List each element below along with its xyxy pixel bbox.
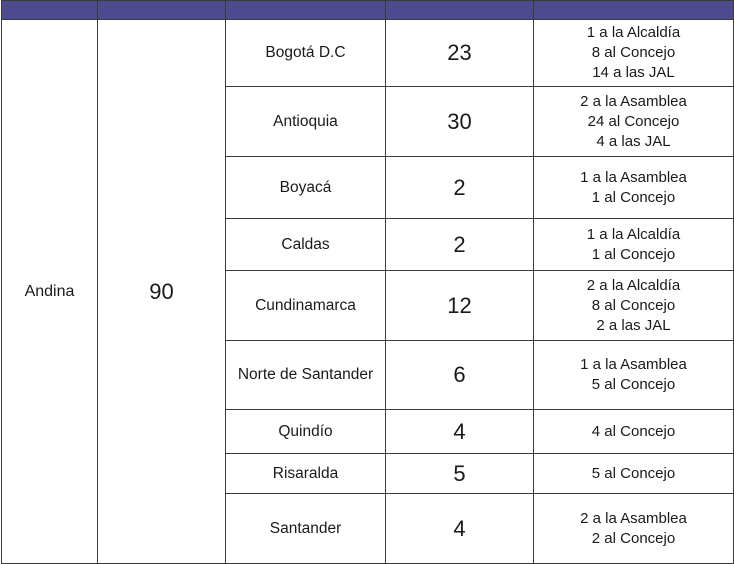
detail-line: 8 al Concejo <box>591 296 676 314</box>
count-cell: 30 <box>386 87 534 157</box>
detail-line: 4 a las JAL <box>596 132 671 150</box>
detail-line: 1 a la Alcaldía <box>586 225 681 243</box>
detail-line: 2 al Concejo <box>591 529 676 547</box>
detail-line: 2 a la Asamblea <box>580 92 687 110</box>
region-total-cell: 90 <box>98 20 226 564</box>
detail-cell <box>534 157 734 219</box>
table-row <box>2 20 734 87</box>
detail-line: 8 al Concejo <box>591 44 676 61</box>
table-body <box>2 20 734 564</box>
detail-line: 2 a las JAL <box>596 316 671 334</box>
count-cell: 2 <box>386 157 534 219</box>
count-cell: 4 <box>386 410 534 454</box>
detail-line: 24 al Concejo <box>587 112 680 130</box>
count-cell: 4 <box>386 494 534 564</box>
results-table <box>1 0 734 564</box>
header-cell <box>2 1 98 20</box>
detail-line: 1 a la Asamblea <box>580 168 687 186</box>
header-cell <box>534 1 734 20</box>
detail-cell <box>534 410 734 454</box>
table-header-row <box>2 1 734 20</box>
detail-line: 1 a la Asamblea <box>580 356 687 373</box>
department-cell: Quindío <box>226 410 386 454</box>
detail-line: 2 a la Asamblea <box>580 509 687 527</box>
department-cell: Cundinamarca <box>226 271 386 341</box>
detail-cell <box>534 341 734 410</box>
department-cell: Bogotá D.C <box>226 20 386 87</box>
department-cell: Caldas <box>226 219 386 271</box>
header-cell <box>226 1 386 20</box>
count-cell: 23 <box>386 20 534 87</box>
department-cell: Boyacá <box>226 157 386 219</box>
count-cell: 12 <box>386 271 534 341</box>
detail-line: 1 al Concejo <box>591 188 676 206</box>
department-cell: Risaralda <box>226 454 386 494</box>
detail-line: 2 a la Alcaldía <box>586 276 681 294</box>
detail-line: 14 a las JAL <box>592 64 675 81</box>
detail-cell <box>534 494 734 564</box>
department-cell: Antioquia <box>226 87 386 157</box>
department-cell: Norte de Santander <box>226 341 386 410</box>
count-cell: 2 <box>386 219 534 271</box>
count-cell: 6 <box>386 341 534 410</box>
count-cell: 5 <box>386 454 534 494</box>
header-cell <box>386 1 534 20</box>
detail-cell <box>534 271 734 341</box>
header-cell <box>98 1 226 20</box>
region-cell: Andina <box>2 20 98 564</box>
detail-line: 5 al Concejo <box>591 376 676 393</box>
detail-cell <box>534 219 734 271</box>
detail-line: 5 al Concejo <box>591 464 676 482</box>
department-cell: Santander <box>226 494 386 564</box>
detail-cell <box>534 20 734 87</box>
detail-cell <box>534 454 734 494</box>
detail-line: 1 al Concejo <box>591 245 676 263</box>
detail-line: 4 al Concejo <box>591 422 676 440</box>
detail-cell <box>534 87 734 157</box>
detail-line: 1 a la Alcaldía <box>586 24 681 41</box>
